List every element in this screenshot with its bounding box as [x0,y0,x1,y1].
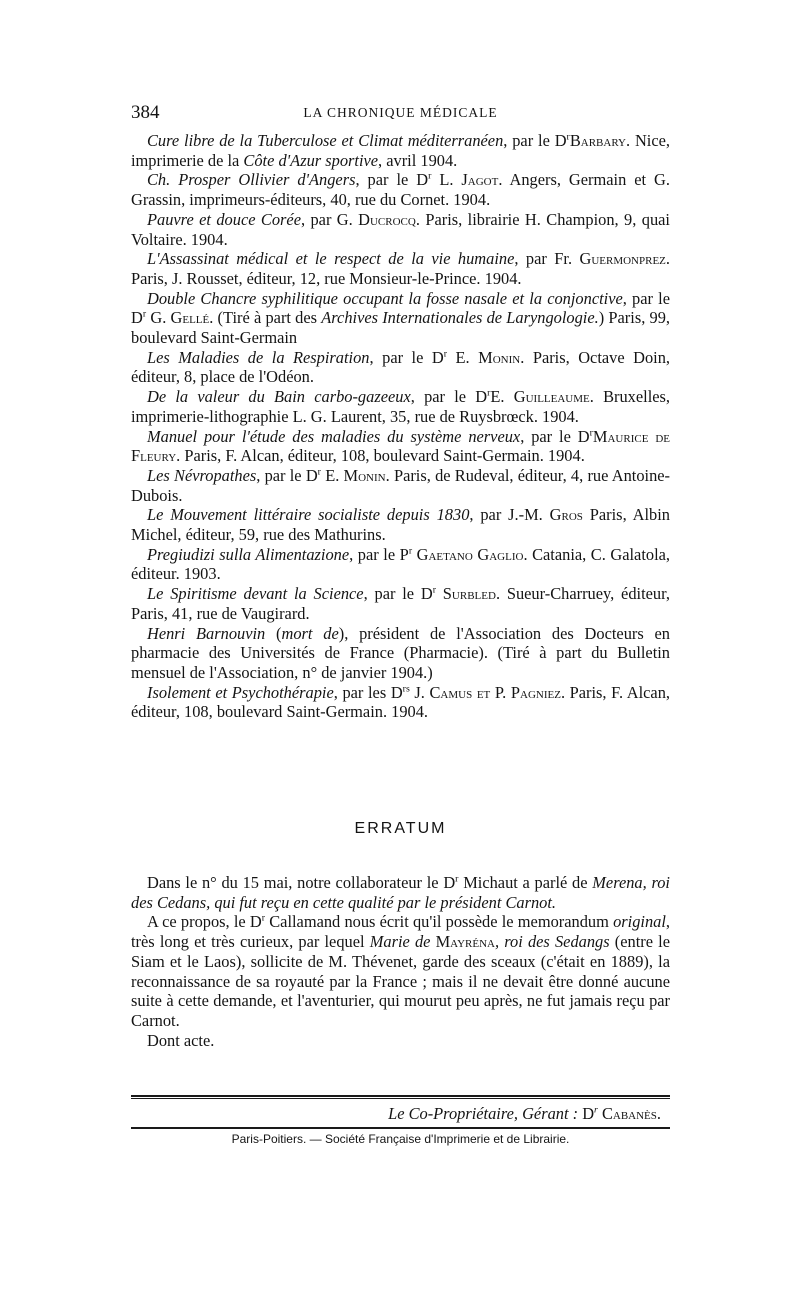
divider [131,1095,670,1097]
divider [131,1127,670,1129]
erratum-heading: ERRATUM [354,820,447,837]
erratum-paragraph: A ce propos, le $D^r$ Callamand nous écrit qu'il possède le memorandum original, très long et très curieux, par lequel Marie de Mayréna, roi des Sedangs (entre le Siam et le Laos), sollicite de M. Thévenet, garde des sceaux (c'était en 1889), la reconnaissance de sa royauté par la France ; mais il ne devait être donné aucune suite à cette demande, et l'aventurier, qui mourut peu après, ne fut jamais reçu par Carnot. [131,912,670,1030]
page-header [131,102,670,126]
signature: Le Co-Propriétaire, Gérant : $D^r$ Cabanès. [388,1104,661,1123]
running-title: LA CHRONIQUE MÉDICALE [303,105,498,120]
bibliography-entry: Isolement et Psychothérapie, par les $D^{rs}$ J. Camus et P. Pagniez. Paris, F. Alcan, éditeur, 108, boulevard Saint-Germain. 1904. [131,682,670,722]
erratum-paragraph: Dans le n° du 15 mai, notre collaborateur le $D^r$ Michaut a parlé de Merena, roi des Cedans, qui fut reçu en cette qualité par le président Carnot. [131,873,670,912]
bibliography-entry: L'Assassinat médical et le respect de la vie humaine, par Fr. Guermonprez. Paris, J. Rousset, éditeur, 12, rue Monsieur-le-Prince. 1904. [131,249,670,288]
divider [131,1098,670,1099]
bibliography-entry: Pauvre et douce Corée, par G. Ducrocq. Paris, librairie H. Champion, 9, quai Voltaire. 1904. [131,209,670,249]
bibliography-entry: Henri Barnouvin (mort de), président de l'Association des Docteurs en pharmacie des Universités de France (Pharmacie). (Tiré à part du Bulletin mensuel de l'Association, n° de janvier 1904.) [131,623,670,682]
printer-imprint: Paris-Poitiers. — Société Française d'Imprimerie et de Librairie. [231,1132,570,1146]
bibliography-entry: Les Névropathes, par le $D^r$ E. Monin. Paris, de Rudeval, éditeur, 4, rue Antoine-Dubois. [131,465,670,505]
bibliography-entry: Les Maladies de la Respiration, par le $D^r$ E. Monin. Paris, Octave Doin, éditeur, 8, place de l'Odéon. [131,347,671,387]
bibliography-list [131,131,670,722]
erratum-body [131,873,670,1050]
bibliography-entry: Le Mouvement littéraire socialiste depuis 1830, par J.-M. Gros Paris, Albin Michel, éditeur, 59, rue des Mathurins. [131,505,670,545]
bibliography-entry: Manuel pour l'étude des maladies du système nerveux, par le $D^rMaurice$ de Fleury. Paris, F. Alcan, éditeur, 108, boulevard Saint-Germain. 1904. [131,426,670,466]
bibliography-entry: De la valeur du Bain carbo-gazeeux, par le $D^rE$. Guilleaume. Bruxelles, imprimerie-lithographie L. G. Laurent, 35, rue de Ruysbrœck. 1904. [131,387,670,426]
bibliography-entry: Double Chancre syphilitique occupant la fosse nasale et la conjonctive, par le $D^r$ G. Gellé. (Tiré à part des Archives Internationales de Laryngologie.) Paris, 99, boulevard Saint-Germain [131,288,671,348]
bibliography-entry: Ch. Prosper Ollivier d'Angers, par le $D^r$ L. Jagot. Angers, Germain et G. Grassin, imprimeurs-éditeurs, 40, rue du Cornet. 1904. [131,170,670,210]
bibliography-entry: Le Spiritisme devant la Science, par le $D^r$ Surbled. Sueur-Charruey, éditeur, Paris, 41, rue de Vaugirard. [131,584,670,623]
page-number: 384 [131,102,160,123]
bibliography-entry: Cure libre de la Tuberculose et Climat méditerranéen, par le $D^rBarbary$. Nice, imprimerie de la Côte d'Azur sportive, avril 1904. [131,131,670,170]
bibliography-entry: Pregiudizi sulla Alimentazione, par le $P^r$ Gaetano Gaglio. Catania, C. Galatola, éditeur. 1903. [131,544,671,584]
erratum-paragraph: Dont acte. [147,1030,215,1050]
